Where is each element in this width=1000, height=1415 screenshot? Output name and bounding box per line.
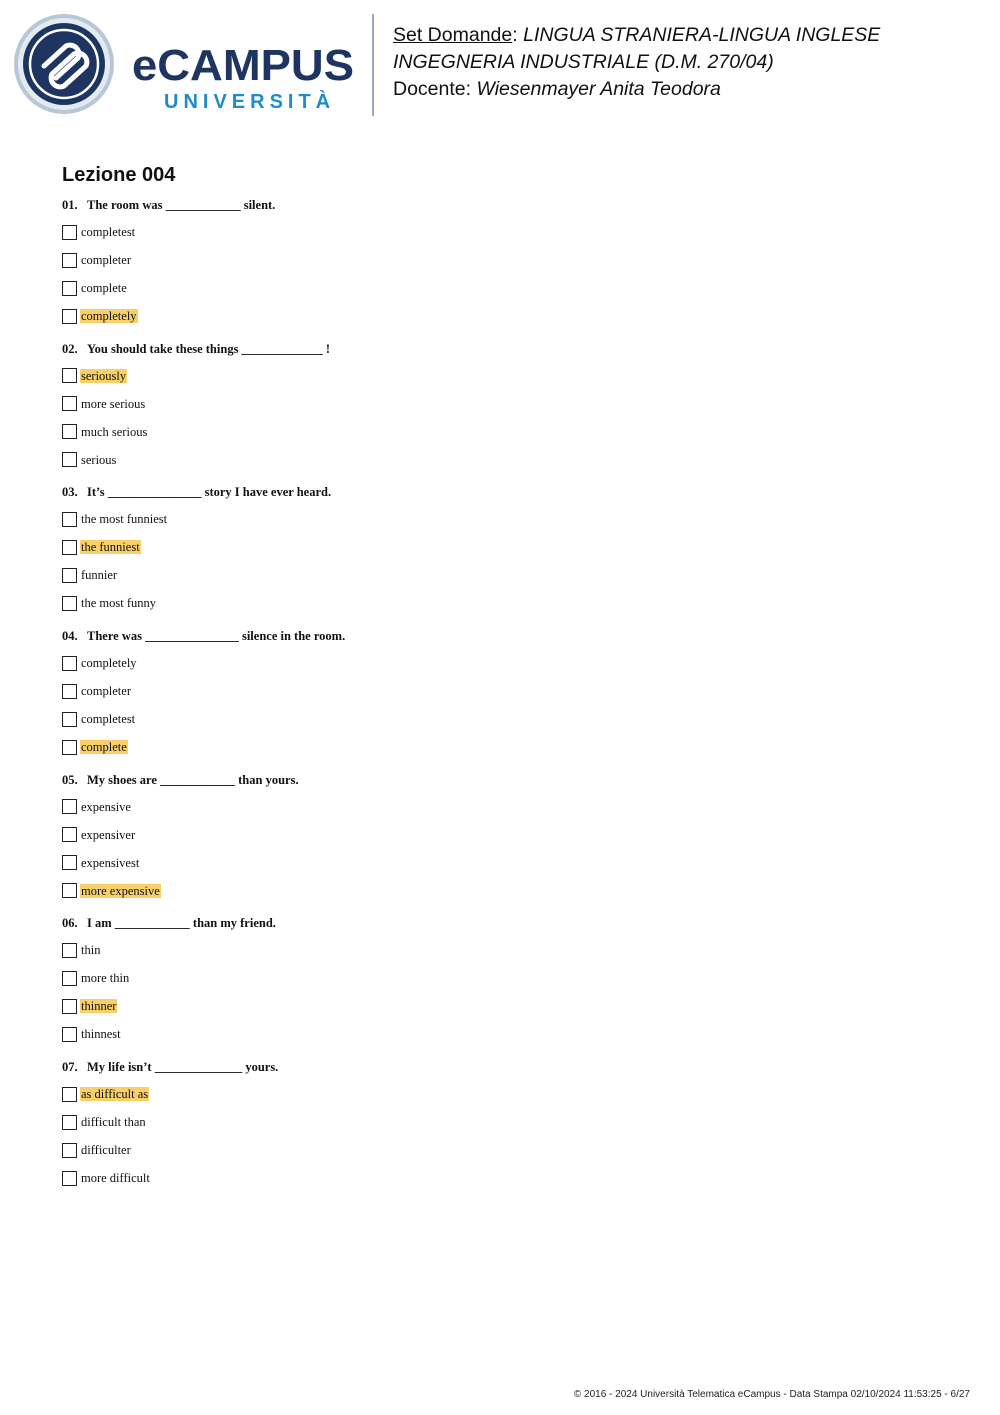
answer-checkbox[interactable] — [62, 540, 77, 555]
question-text — [62, 340, 942, 358]
answer-option[interactable] — [62, 505, 942, 533]
header-divider — [372, 14, 374, 116]
question-number: 04. — [62, 629, 78, 644]
answer-checkbox[interactable] — [62, 883, 77, 898]
answer-label-correct: completely — [81, 309, 137, 323]
answer-label: thinnest — [81, 1027, 121, 1042]
answer-checkbox[interactable] — [62, 368, 77, 383]
answer-option[interactable] — [62, 533, 942, 561]
question-number: 02. — [62, 341, 78, 356]
answer-option[interactable] — [62, 1108, 942, 1136]
question-prompt: There was _______________ silence in the room. — [87, 629, 346, 644]
answer-option[interactable] — [62, 418, 942, 446]
answer-option[interactable] — [62, 677, 942, 705]
answer-label-correct: thinner — [81, 999, 117, 1014]
answer-checkbox[interactable] — [62, 656, 77, 671]
page-header — [0, 0, 1000, 130]
answer-checkbox[interactable] — [62, 253, 77, 268]
answer-checkbox[interactable] — [62, 943, 77, 958]
answer-checkbox[interactable] — [62, 1115, 77, 1130]
answer-option[interactable] — [62, 1136, 942, 1164]
answer-label: more thin — [81, 971, 130, 986]
answer-option[interactable] — [62, 362, 942, 390]
answer-option[interactable] — [62, 849, 942, 877]
answer-option[interactable] — [62, 274, 942, 302]
question-prompt: You should take these things _____________ ! — [87, 341, 331, 356]
answer-option[interactable] — [62, 992, 942, 1020]
question — [62, 771, 942, 905]
question-prompt: It’s _______________ story I have ever heard. — [87, 485, 332, 500]
answer-option[interactable] — [62, 936, 942, 964]
answer-checkbox[interactable] — [62, 452, 77, 467]
brand-wordmark: eCAMPUS — [132, 41, 354, 90]
question-prompt: My life isn’t ______________ yours. — [87, 1060, 279, 1075]
question-number: 01. — [62, 198, 78, 212]
answer-checkbox[interactable] — [62, 1171, 77, 1186]
answer-label-correct: complete — [81, 740, 127, 755]
answer-checkbox[interactable] — [62, 396, 77, 411]
answer-option[interactable] — [62, 561, 942, 589]
set-colon: : — [512, 24, 524, 46]
answer-checkbox[interactable] — [62, 1143, 77, 1158]
set-value-continued: INGEGNERIA INDUSTRIALE (D.M. 270/04) — [393, 51, 774, 73]
answer-option[interactable] — [62, 649, 942, 677]
answer-label: difficulter — [81, 1143, 131, 1158]
brand-subtitle: UNIVERSITÀ — [164, 91, 336, 113]
question — [62, 914, 942, 1048]
answer-label: funnier — [81, 568, 118, 583]
question-text — [62, 483, 942, 501]
answer-label: complete — [81, 281, 127, 295]
set-value: LINGUA STRANIERA-LINGUA INGLESE — [523, 24, 881, 46]
answer-label-correct: as difficult as — [81, 1087, 149, 1102]
answer-option[interactable] — [62, 390, 942, 418]
question-text — [62, 771, 942, 789]
answer-label: more difficult — [81, 1171, 150, 1186]
question-number: 07. — [62, 1060, 78, 1075]
answer-checkbox[interactable] — [62, 971, 77, 986]
answer-label: completest — [81, 225, 136, 239]
docente-value: Wiesenmayer Anita Teodora — [476, 78, 721, 100]
answer-option[interactable] — [62, 705, 942, 733]
answer-option[interactable] — [62, 733, 942, 761]
docente-label: Docente: — [393, 78, 477, 100]
answer-checkbox[interactable] — [62, 799, 77, 814]
answer-option[interactable] — [62, 821, 942, 849]
answer-label: the most funniest — [81, 512, 168, 527]
question-number: 06. — [62, 916, 78, 931]
answer-label: the most funny — [81, 596, 156, 611]
course-info — [393, 22, 880, 103]
answer-label: expensiver — [81, 827, 136, 842]
docente-line — [393, 76, 880, 103]
answer-label-correct: the funniest — [81, 540, 140, 555]
question-prompt: The room was ____________ silent. — [87, 198, 276, 212]
answer-label: completer — [81, 253, 131, 267]
ecampus-logo — [14, 14, 359, 116]
answer-label: much serious — [81, 424, 148, 439]
answer-checkbox[interactable] — [62, 684, 77, 699]
answer-checkbox[interactable] — [62, 827, 77, 842]
answer-label: difficult than — [81, 1115, 146, 1130]
question-prompt: I am ____________ than my friend. — [87, 916, 276, 931]
question-number: 03. — [62, 485, 78, 500]
ecampus-emblem-icon — [14, 14, 114, 114]
answer-label: more serious — [81, 396, 146, 411]
answer-checkbox[interactable] — [62, 225, 77, 240]
question — [62, 483, 942, 617]
answer-checkbox[interactable] — [62, 309, 77, 324]
question — [62, 196, 942, 330]
answer-option[interactable] — [62, 446, 942, 474]
page-footer: © 2016 - 2024 Università Telematica eCampus - Data Stampa 02/10/2024 11:53:25 - 6/27 — [573, 1389, 970, 1400]
answer-option[interactable] — [62, 964, 942, 992]
question — [62, 1058, 942, 1192]
answer-label-correct: seriously — [81, 368, 127, 383]
answer-label: thin — [81, 943, 101, 958]
answer-checkbox[interactable] — [62, 512, 77, 527]
question-list — [62, 196, 942, 1202]
answer-option[interactable] — [62, 793, 942, 821]
set-label: Set Domande — [393, 24, 513, 46]
question — [62, 627, 942, 761]
question-text — [62, 914, 942, 932]
question-number: 05. — [62, 772, 78, 787]
lesson-title: Lezione 004 — [62, 164, 176, 186]
answer-checkbox[interactable] — [62, 596, 77, 611]
answer-checkbox[interactable] — [62, 424, 77, 439]
answer-checkbox[interactable] — [62, 999, 77, 1014]
question — [62, 340, 942, 474]
answer-option[interactable] — [62, 246, 942, 274]
answer-option[interactable] — [62, 218, 942, 246]
answer-option[interactable] — [62, 1164, 942, 1192]
answer-checkbox[interactable] — [62, 740, 77, 755]
answer-label: completest — [81, 712, 136, 727]
answer-label: expensivest — [81, 855, 140, 870]
answer-checkbox[interactable] — [62, 855, 77, 870]
answer-option[interactable] — [62, 877, 942, 905]
answer-label: serious — [81, 452, 117, 467]
question-prompt: My shoes are ____________ than yours. — [87, 772, 299, 787]
answer-checkbox[interactable] — [62, 1027, 77, 1042]
answer-checkbox[interactable] — [62, 712, 77, 727]
answer-label: expensive — [81, 799, 131, 814]
answer-option[interactable] — [62, 589, 942, 617]
question-text — [62, 1058, 942, 1076]
answer-option[interactable] — [62, 302, 942, 330]
answer-option[interactable] — [62, 1080, 942, 1108]
answer-checkbox[interactable] — [62, 1087, 77, 1102]
question-text — [62, 627, 942, 645]
answer-label: completely — [81, 656, 137, 671]
answer-label: completer — [81, 684, 131, 699]
answer-option[interactable] — [62, 1020, 942, 1048]
answer-checkbox[interactable] — [62, 568, 77, 583]
answer-label-correct: more expensive — [81, 883, 160, 898]
answer-checkbox[interactable] — [62, 281, 77, 296]
set-line — [393, 22, 880, 49]
question-text — [62, 196, 942, 214]
